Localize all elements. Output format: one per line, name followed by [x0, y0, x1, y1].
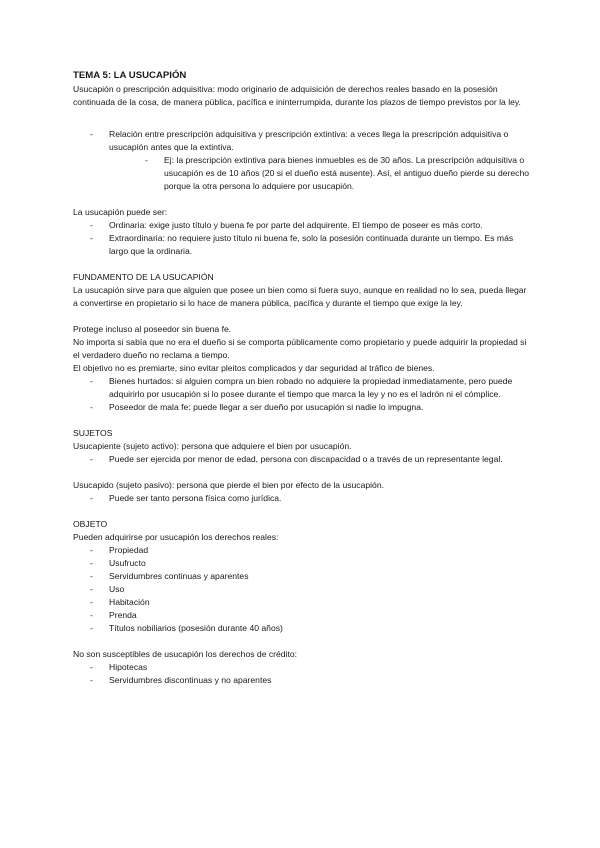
objeto-no-list [73, 661, 533, 687]
fundamento-list [73, 375, 533, 414]
list-item: - Servidumbres continuas y aparentes [73, 570, 533, 583]
objeto-no-intro: No son susceptibles de usucapión los derechos de crédito: [73, 649, 298, 659]
list-item: - Servidumbres discontinuas y no aparentes [73, 674, 533, 687]
document-page [73, 69, 533, 687]
list-item: - Poseedor de mala fe: puede llegar a ser dueño por usucapión si nadie lo impugna. [73, 401, 533, 414]
fundamento-text: La usucapión sirve para que alguien que posee un bien como si fuera suyo, aunque en realidad no lo sea, pueda llegar a convertirse en propietario si lo hace de manera pública, pacífica y durante el tiempo que exige la ley. [73, 285, 527, 308]
sujetos-heading: SUJETOS [73, 428, 113, 438]
list-item [73, 128, 533, 193]
list-item: - Ordinaria: exige justo título y buena fe por parte del adquirente. El tiempo de poseer es más corto. [73, 219, 533, 232]
fundamento-p1: Protege incluso al poseedor sin buena fe. [73, 324, 232, 334]
objeto-list [73, 544, 533, 635]
fundamento-p2: No importa si sabía que no era el dueño si se comporta públicamente como propietario y puede adquirir la propiedad si el verdadero dueño no reclama a tiempo. [73, 337, 527, 360]
list-item: - Habitación [73, 596, 533, 609]
list-item: - Títulos nobiliarios (posesión durante 40 años) [73, 622, 533, 635]
list-item: - Usufructo [73, 557, 533, 570]
list-item: - Puede ser tanto persona física como jurídica. [73, 492, 533, 505]
fundamento-heading: FUNDAMENTO DE LA USUCAPIÓN [73, 272, 214, 282]
sujeto-pasivo-list [73, 492, 533, 505]
list-item: - Bienes hurtados: si alguien compra un bien robado no adquiere la propiedad inmediatamente, pero puede adquirirlo por usucapión si lo posee durante el tiempo que marca la ley y no es el ladrón ni el cómplice. [73, 375, 533, 401]
relacion-text: Relación entre prescripción adquisitiva y prescripción extintiva: a veces llega la prescripción adquisitiva o usucapión antes que la extintiva. [109, 129, 509, 152]
fundamento-p3: El objetivo no es premiarte, sino evitar pleitos complicados y dar seguridad al tráfico de bienes. [73, 363, 435, 373]
tipos-heading: La usucapión puede ser: [73, 207, 168, 217]
objeto-intro: Pueden adquirirse por usucapión los derechos reales: [73, 532, 279, 542]
list-item: - Propiedad [73, 544, 533, 557]
objeto-heading: OBJETO [73, 519, 108, 529]
list-item: - Prenda [73, 609, 533, 622]
relacion-sublist [145, 154, 533, 193]
list-item: - Hipotecas [73, 661, 533, 674]
list-item: - Uso [73, 583, 533, 596]
list-item: - Puede ser ejercida por menor de edad, persona con discapacidad o a través de un representante legal. [73, 453, 533, 466]
relacion-list [73, 128, 533, 193]
list-item: - Extraordinaria: no requiere justo título ni buena fe, solo la posesión continuada durante un tiempo. Es más largo que la ordinaria. [73, 232, 533, 258]
tipos-list [73, 219, 533, 258]
sujeto-activo-list [73, 453, 533, 466]
list-item: - Ej: la prescripción extintiva para bienes inmuebles es de 30 años. La prescripción adquisitiva o usucapión es de 10 años (20 si el dueño está ausente). Así, el antiguo dueño pierde su derecho porque la otra persona lo adquiere por usucapión. [145, 154, 533, 193]
page-title: TEMA 5: LA USUCAPIÓN [73, 70, 187, 81]
intro-paragraph: Usucapión o prescripción adquisitiva: modo originario de adquisición de derechos reales basado en la posesión continuada de la cosa, de manera pública, pacífica e ininterrumpida, durante los plazos de tiempo previstos por la ley. [73, 84, 521, 107]
sujeto-pasivo: Usucapido (sujeto pasivo): persona que pierde el bien por efecto de la usucapión. [73, 480, 385, 490]
sujeto-activo: Usucapiente (sujeto activo): persona que adquiere el bien por usucapión. [73, 441, 352, 451]
